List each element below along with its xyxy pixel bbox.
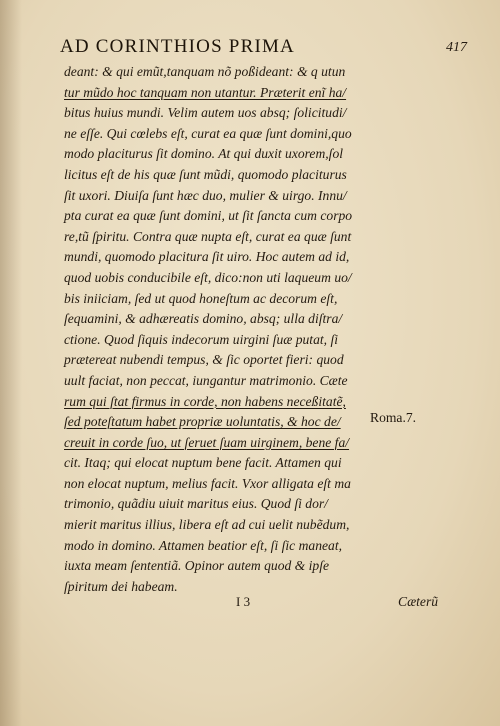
body-text (64, 62, 384, 597)
text-line: deant: & qui emũt,tanquam nõ poßideant: & q utun (64, 64, 346, 79)
text-line: ſit uxori. Diuiſa ſunt hӕc duo, mulier & uirgo. Innu/ (64, 187, 347, 203)
running-head: AD CORINTHIOS PRIMA (60, 36, 295, 57)
catchword: Cӕterũ (398, 594, 439, 609)
text-line: non elocat nuptum, melius facit. Vxor alligata eſt ma (64, 475, 351, 491)
text-line: pta curat ea quӕ ſunt domini, ut ſit ſancta cum corpo (64, 208, 353, 224)
text-line: ſed poteſtatum habet propriӕ uoluntatis, & hoc de/ (64, 414, 341, 430)
text-line: ne eſſe. Qui cœlebs eſt, curat ea quӕ ſunt domini,quo (64, 125, 352, 141)
text-line: prӕtereat nubendi tempus, & ſic oportet fieri: quod (64, 352, 344, 368)
text-line: cit. Itaq; qui elocat nuptum bene facit. Attamen qui (64, 455, 342, 471)
text-line: re,tũ ſpiritu. Contra quӕ nupta eſt, curat ea quӕ ſunt (64, 228, 352, 244)
signature-mark: I 3 (236, 594, 251, 609)
gutter-shadow (0, 0, 22, 726)
text-line: licitus eſt de his quӕ ſunt mũdi, quomodo placiturus (64, 166, 347, 182)
text-line: quod uobis conducibile eſt, dico:non uti laqueum uo/ (64, 269, 352, 285)
text-line: mundi, quomodo placitura ſit uiro. Hoc autem ad id, (64, 249, 350, 265)
text-line: uult faciat, non peccat, iungantur matrimonio. Cӕte (64, 372, 348, 388)
text-line: modo placiturus ſit domino. At qui duxit uxorem,ſol (64, 146, 344, 162)
text-line: tur mũdo hoc tanquam non utantur. Prӕterit enĩ ha/ (64, 84, 347, 100)
margin-reference: Roma.7. (370, 410, 417, 425)
text-line: bitus huius mundi. Velim autem uos absq; ſolicitudi/ (64, 105, 347, 121)
text-line: rum qui ſtat firmus in corde, non habens neceßitatẽ, (64, 393, 346, 409)
text-line: ctione. Quod ſiquis indecorum uirgini ſuӕ putat, ſi (64, 331, 339, 347)
folio-number: 417 (446, 40, 467, 55)
text-line: bis iniiciam, ſed ut quod honeſtum ac decorum eſt, (64, 290, 338, 306)
text-line: trimonio, quãdiu uiuit maritus eius. Quod ſi dor/ (64, 496, 328, 512)
text-line: mierit maritus illius, libera eſt ad cui uelit nubẽdum, (64, 517, 350, 533)
text-line: ſequamini, & adhӕreatis domino, absq; ulla diſtra/ (64, 311, 343, 327)
text-line: ſpiritum dei habeam. (64, 578, 178, 594)
text-line: iuxta meam ſententiã. Opinor autem quod & ipſe (64, 558, 330, 574)
text-line: modo in domino. Attamen beatior eſt, ſi ſic maneat, (64, 537, 343, 553)
text-line: creuit in corde ſuo, ut ſeruet ſuam uirginem, bene fa/ (64, 434, 350, 450)
